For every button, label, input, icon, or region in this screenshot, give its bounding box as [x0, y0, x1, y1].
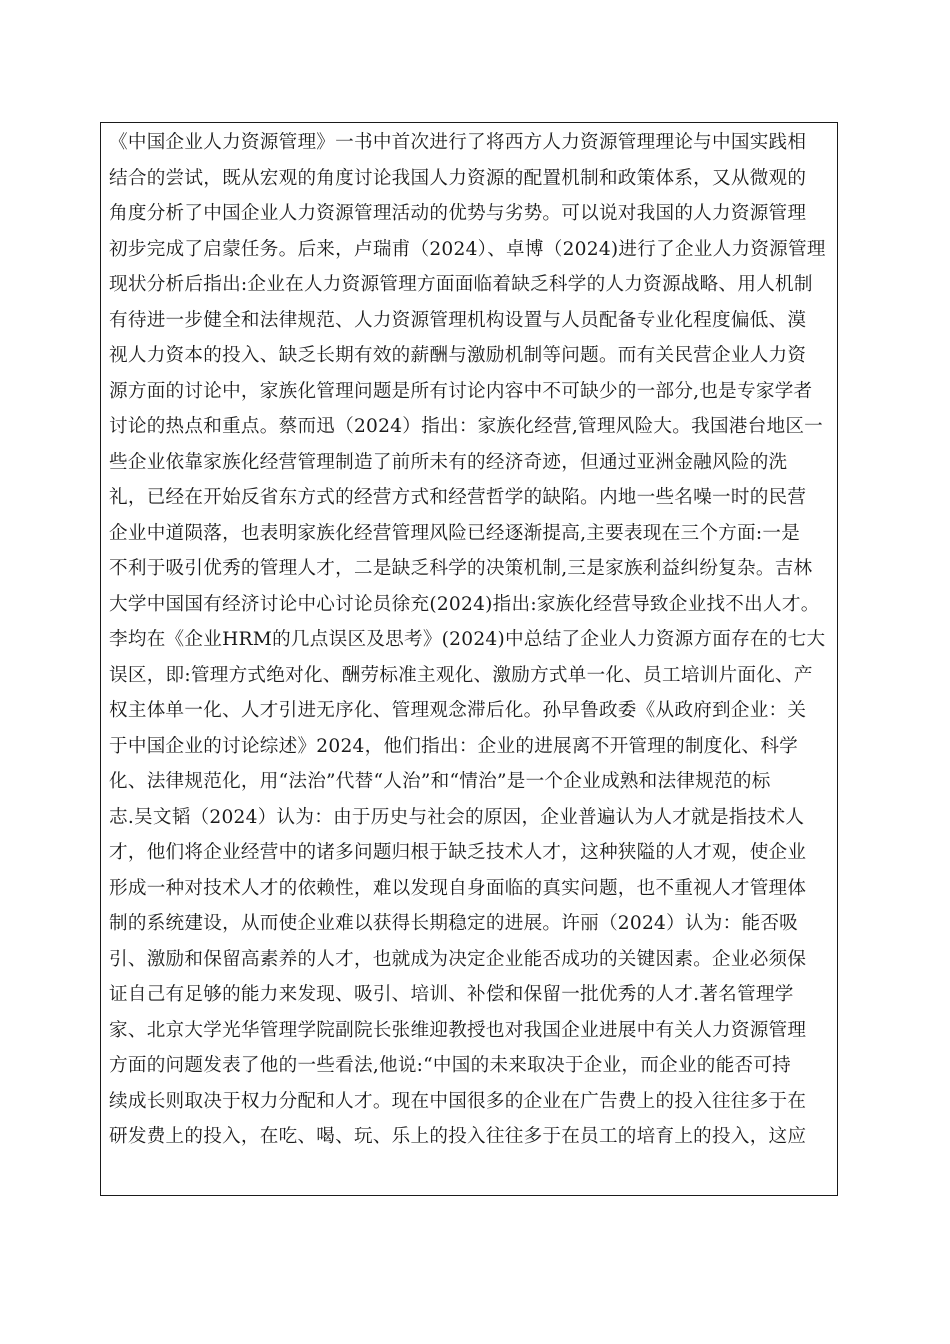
text-line: 志.吴文韬（2024）认为：由于历史与社会的原因，企业普遍认为人才就是指技术人 [109, 806, 805, 828]
text-line: 结合的尝试，既从宏观的角度讨论我国人力资源的配置机制和政策体系，又从微观的 [109, 167, 807, 189]
text-line: 《中国企业人力资源管理》一书中首次进行了将西方人力资源管理理论与中国实践相 [109, 132, 807, 153]
text-line: 制的系统建设，从而使企业难以获得长期稳定的进展。许丽（2024）认为：能否吸 [109, 913, 799, 934]
text-line: 些企业依靠家族化经营管理制造了前所未有的经济奇迹，但通过亚洲金融风险的洗 [109, 451, 788, 473]
text-line: 家、北京大学光华管理学院副院长张维迎教授也对我国企业进展中有关人力资源管理 [109, 1019, 807, 1041]
text-line: 才，他们将企业经营中的诸多问题归根于缺乏技术人才，这种狭隘的人才观，使企业 [109, 842, 807, 863]
text-line: 于中国企业的讨论综述》2024，他们指出：企业的进展离不开管理的制度化、科学 [109, 735, 799, 757]
text-line: 讨论的热点和重点。蔡而迅（2024）指出：家族化经营,管理风险大。我国港台地区一 [109, 416, 824, 437]
text-line: 角度分析了中国企业人力资源管理活动的优势与劣势。可以说对我国的人力资源管理 [109, 203, 807, 224]
text-line: 源方面的讨论中，家族化管理问题是所有讨论内容中不可缺少的一部分,也是专家学者 [109, 380, 813, 402]
text-line: 李均在《企业HRM的几点误区及思考》(2024)中总结了企业人力资源方面存在的七大 [109, 629, 826, 650]
text-line: 有待进一步健全和法律规范、人力资源管理机构设置与人员配备专业化程度偏低、漠 [109, 309, 807, 331]
text-line: 研发费上的投入，在吃、喝、玩、乐上的投入往往多于在员工的培育上的投入，这应 [109, 1126, 807, 1147]
text-line: 视人力资本的投入、缺乏长期有效的薪酬与激励机制等问题。而有关民营企业人力资 [109, 345, 807, 366]
text-line: 不利于吸引优秀的管理人才，二是缺乏科学的决策机制,三是家族利益纠纷复杂。吉林 [109, 558, 813, 579]
text-line: 形成一种对技术人才的依赖性，难以发现自身面临的真实问题，也不重视人才管理体 [109, 877, 807, 899]
text-line: 误区，即:管理方式绝对化、酬劳标准主观化、激励方式单一化、员工培训片面化、产 [109, 664, 813, 686]
text-line: 续成长则取决于权力分配和人才。现在中国很多的企业在广告费上的投入往往多于在 [109, 1090, 807, 1112]
text-line: 现状分析后指出:企业在人力资源管理方面面临着缺乏科学的人力资源战略、用人机制 [109, 274, 813, 295]
text-line: 初步完成了启蒙任务。后来，卢瑞甫（2024）、卓博（2024)进行了企业人力资源管理 [109, 238, 826, 260]
text-line: 方面的问题发表了他的一些看法,他说:“中国的未来取决于企业，而企业的能否可持 [109, 1055, 791, 1076]
text-line: 礼，已经在开始反省东方式的经营方式和经营哲学的缺陷。内地一些名噪一时的民营 [109, 487, 807, 508]
text-line: 权主体单一化、人才引进无序化、管理观念滞后化。孙早鲁政委《从政府到企业：关 [109, 700, 807, 721]
text-frame [100, 122, 838, 1196]
text-line: 证自己有足够的能力来发现、吸引、培训、补偿和保留一批优秀的人才.著名管理学 [109, 984, 794, 1005]
text-line: 大学中国国有经济讨论中心讨论员徐充(2024)指出:家族化经营导致企业找不出人才。 [109, 593, 820, 615]
text-line: 引、激励和保留高素养的人才，也就成为决定企业能否成功的关键因素。企业必须保 [109, 948, 807, 970]
text-line: 化、法律规范化，用“法治”代替“人治”和“情治”是一个企业成熟和法律规范的标 [109, 771, 771, 792]
text-line: 企业中道陨落，也表明家族化经营管理风险已经逐渐提高,主要表现在三个方面:一是 [109, 522, 801, 544]
